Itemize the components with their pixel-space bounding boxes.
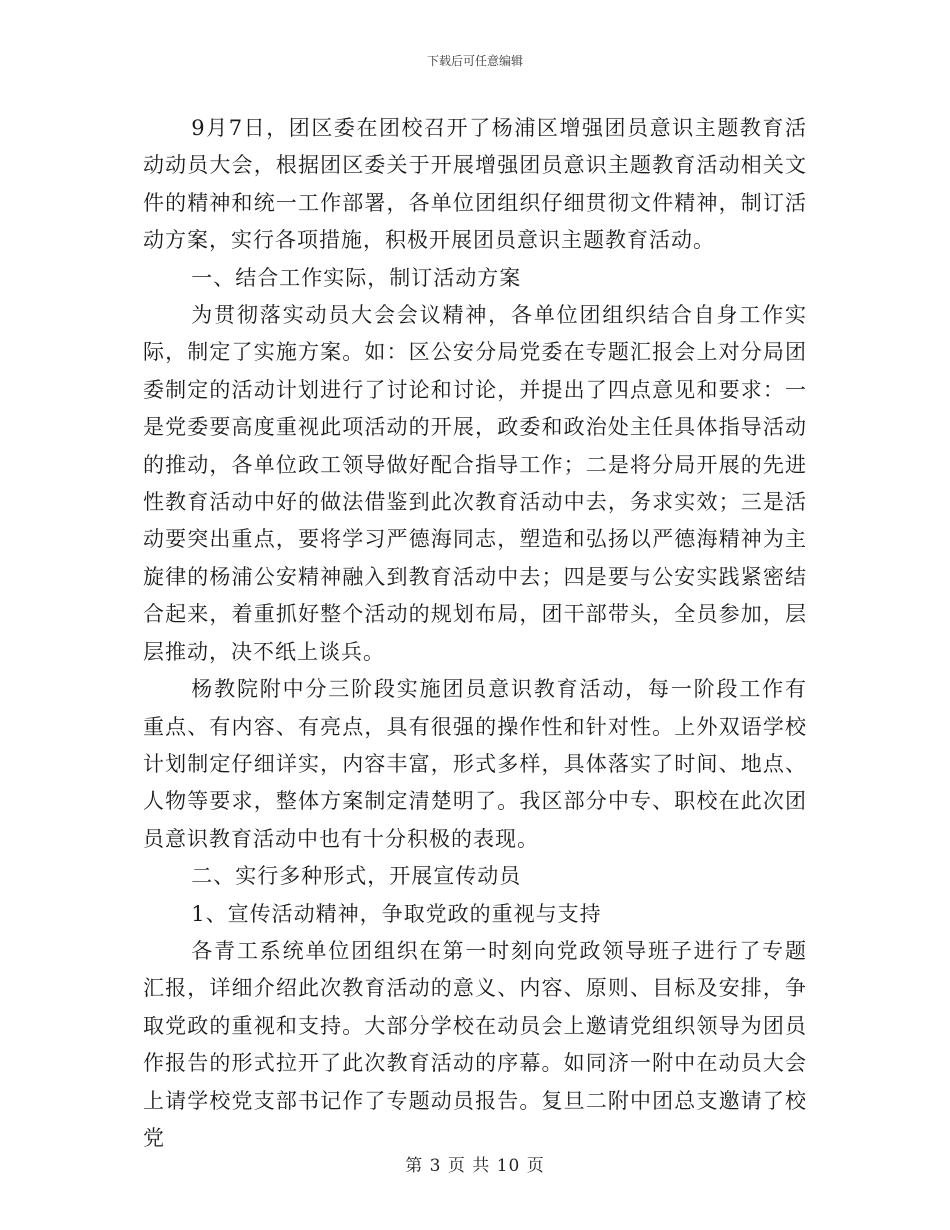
document-body xyxy=(143,110,807,1157)
paragraph-plan-details: 为贯彻落实动员大会会议精神，各单位团组织结合自身工作实际，制定了实施方案。如：区公安分局党委在专题汇报会上对分局团委制定的活动计划进行了讨论和讨论，并提出了四点意见和要求：一是党委要高度重视此项活动的开展，政委和政治处主任具体指导活动的推动，各单位政工领导做好配合指导工作；二是将分局开展的先进性教育活动中好的做法借鉴到此次教育活动中去，务求实效；三是活动要突出重点，要将学习严德海同志，塑造和弘扬以严德海精神为主旋律的杨浦公安精神融入到教育活动中去；四是要与公安实践紧密结合起来，着重抓好整个活动的规划布局，团干部带头，全员参加，层层推动，决不纸上谈兵。 xyxy=(143,303,807,664)
section-heading-2: 二、实行多种形式，开展宣传动员 xyxy=(191,864,522,889)
section-heading-1: 一、结合工作实际，制订活动方案 xyxy=(191,265,522,290)
paragraph-publicity: 各青工系统单位团组织在第一时刻向党政领导班子进行了专题汇报，详细介绍此次教育活动的意义、内容、原则、目标及安排，争取党政的重视和支持。大部分学校在动员会上邀请党组织领导为团员作报告的形式拉开了此次教育活动的序幕。如同济一附中在动员大会上请学校党支部书记作了专题动员报告。复旦二附中团总支邀请了校党 xyxy=(143,938,807,1150)
page-header-note: 下载后可任意编辑 xyxy=(426,54,523,68)
paragraph-school-plans: 杨教院附中分三阶段实施团员意识教育活动，每一阶段工作有重点、有内容、有亮点，具有很强的操作性和针对性。上外双语学校计划制定仔细详实，内容丰富，形式多样，具体落实了时间、地点、人物等要求，整体方案制定清楚明了。我区部分中专、职校在此次团员意识教育活动中也有十分积极的表现。 xyxy=(143,677,807,851)
page-number-footer: 第 3 页 共 10 页 xyxy=(405,1156,545,1176)
paragraph-intro: 9月7日，团区委在团校召开了杨浦区增强团员意识主题教育活动动员大会，根据团区委关于开展增强团员意识主题教育活动相关文件的精神和统一工作部署，各单位团组织仔细贯彻文件精神，制订活动方案，实行各项措施，积极开展团员意识主题教育活动。 xyxy=(143,116,807,253)
subsection-heading-1: 1、宣传活动精神，争取党政的重视与支持 xyxy=(191,901,602,926)
